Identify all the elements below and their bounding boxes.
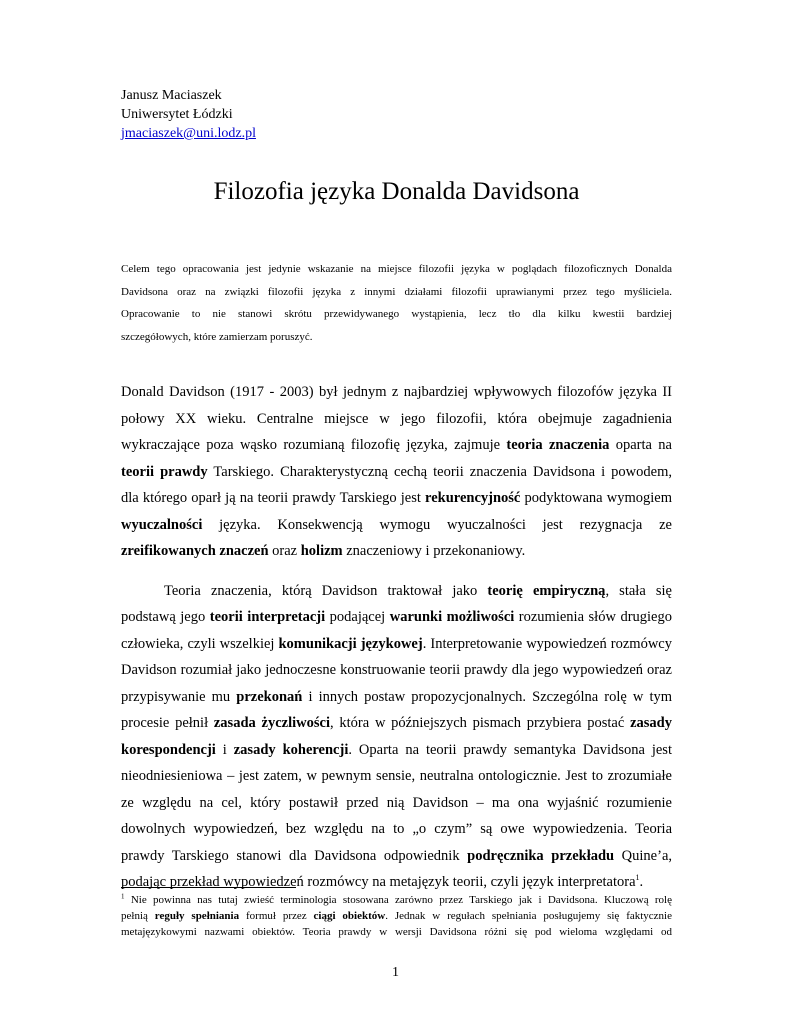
page-number: 1	[392, 965, 399, 980]
paragraph-line	[121, 710, 672, 737]
abstract-line	[121, 258, 672, 281]
paragraph-line	[121, 684, 672, 711]
abstract-line	[121, 281, 672, 304]
text-run: dla którego oparł ją na teorii prawdy Tarskiego jest	[121, 490, 426, 506]
text-run: , która w późniejszych pismach przybiera postać	[329, 715, 631, 731]
bold-term: teorię empiryczną	[487, 582, 606, 599]
bold-term: warunki możliwości	[389, 609, 515, 625]
bold-term: komunikacji językowej	[278, 635, 423, 652]
paragraph-line	[121, 790, 672, 817]
author-affiliation: Uniwersytet Łódzki	[121, 107, 233, 122]
bold-term: teoria znaczenia	[506, 437, 610, 453]
bold-term: przekonań	[236, 688, 303, 705]
footnote-line	[121, 924, 672, 940]
text-run: Donald Davidson (1917 - 2003) był jednym z najbardziej wpływowych filozofów języka II	[121, 384, 672, 400]
text-run: oraz	[268, 543, 301, 559]
text-run: pełnią	[121, 910, 155, 922]
abstract	[121, 258, 672, 348]
text-run: wykraczające poza wąsko rozumianą filozofię języka, zajmuje	[121, 437, 507, 453]
text-run: formuł przez	[239, 910, 314, 922]
text-run: Celem tego opracowania jest jedynie wskazanie na miejsce filozofii języka w poglądach filozoficznych Donalda	[121, 263, 672, 275]
author-email-link[interactable]: jmaciaszek@uni.lodz.pl	[121, 126, 256, 141]
text-run: Teoria znaczenia, którą Davidson traktował jako	[164, 582, 488, 599]
paragraph-line	[121, 763, 672, 790]
bold-term: holizm	[300, 543, 343, 559]
author-name: Janusz Maciaszek	[121, 88, 222, 103]
text-run: podyktowana wymogiem	[520, 490, 672, 506]
text-run: Nie powinna nas tutaj zwieść terminologia stosowana zarówno przez Tarskiego jak i Davidsona. Kluczową rolę	[124, 894, 672, 906]
body-text	[121, 379, 672, 896]
footnote-line	[121, 892, 672, 908]
paragraph-line	[121, 406, 672, 433]
text-run: . Interpretowanie wypowiedzeń rozmówcy	[422, 635, 672, 652]
text-run: ze względu na cel, który postawił przed nią Davidson – ma ona wyjaśnić rozumienie	[121, 794, 672, 811]
text-run: dowolnych wypowiedzeń, bez względu na to „o czym” są owe wypowiedzenia. Teoria	[121, 821, 672, 837]
text-run: i	[215, 741, 234, 758]
text-run: przypisywanie mu	[121, 688, 237, 705]
text-run: języka. Konsekwencją wymogu wyuczalności jest rezygnacja ze	[202, 516, 672, 533]
text-run: rozumienia słów drugiego	[514, 609, 672, 625]
footnote-mark: 1	[121, 892, 125, 901]
text-run: Davidson rozumiał jako jednoczesne konstruowanie teorii prawdy dla jego wypowiedzeń oraz	[121, 662, 672, 678]
text-run: Quine’a,	[614, 847, 673, 864]
text-run: i innych postaw propozycjonalnych. Szczególna rolę w tym	[302, 688, 673, 705]
text-run: połowy XX wieku. Centralne miejsce w jego filozofii, która obejmuje zagadnienia	[121, 410, 672, 427]
paragraph-line	[121, 843, 672, 870]
text-run: .	[639, 874, 644, 890]
paragraph-line	[121, 459, 672, 486]
text-run: znaczeniowy i przekonaniowy.	[342, 543, 526, 559]
paragraph-line	[121, 657, 672, 684]
bold-term: zasada życzliwości	[213, 715, 330, 731]
bold-term: zasady koherencji	[233, 741, 349, 758]
text-run: Davidsona oraz na związki filozofii języka z innymi działami filozofii uprawianymi przez tego myśliciela.	[121, 285, 672, 298]
bold-term: wyuczalności	[121, 516, 203, 533]
bold-term: rekurencyjność	[425, 490, 521, 506]
text-run: . Oparta na teorii prawdy semantyka Davidsona jest	[348, 741, 672, 758]
paragraph-line	[121, 631, 672, 658]
bold-term: zreifikowanych znaczeń	[121, 543, 269, 559]
text-run: Tarskiego. Charakterystyczną cechą teorii znaczenia Davidsona i powodem,	[207, 463, 672, 480]
author-block	[121, 86, 256, 143]
text-run: prawdy Tarskiego stanowi dla Davidsona odpowiednik	[121, 847, 468, 864]
text-run: nieodniesieniowa – jest zatem, w pewnym sensie, neutralna ontologicznie. Jest to zrozumiałe	[121, 768, 672, 784]
text-run: podstawą jego	[121, 609, 210, 625]
paragraph-line	[121, 512, 672, 539]
paragraph-line	[121, 578, 672, 605]
text-run: metajęzykowymi nazwami obiektów. Teoria prawdy w wersji Davidsona różni się pod wieloma względami od	[121, 926, 672, 938]
footnote	[121, 892, 672, 940]
paragraph-line	[121, 538, 672, 565]
paragraph-line	[121, 816, 672, 843]
text-run: procesie pełnił	[121, 715, 214, 731]
bold-term: teorii prawdy	[121, 463, 208, 480]
paragraph-line	[121, 379, 672, 406]
text-run: człowieka, czyli wszelkiej	[121, 635, 279, 652]
footnote-reference: 1	[635, 873, 640, 883]
abstract-line	[121, 326, 672, 349]
text-run: oparta na	[609, 437, 672, 453]
bold-term: zasady	[630, 715, 672, 731]
text-run: szczegółowych, które zamierzam poruszyć.	[121, 330, 313, 343]
text-run: . Jednak w regułach spełniania posługujemy się faktycznie	[385, 910, 672, 922]
document-title: Filozofia języka Donalda Davidsona	[213, 178, 580, 205]
bold-term: podręcznika przekładu	[467, 847, 615, 864]
text-run: podającej	[325, 609, 390, 625]
text-run: , stała się	[605, 582, 672, 599]
paragraph-line	[121, 485, 672, 512]
bold-term: teorii interpretacji	[209, 609, 326, 625]
bold-term: reguły spełniania	[154, 910, 240, 922]
paragraph-line	[121, 604, 672, 631]
text-run: Opracowanie to nie stanowi skrótu przewidywanego wystąpienia, lecz tło dla kilku kwestii bardziej	[121, 308, 672, 320]
paragraph-line	[121, 432, 672, 459]
bold-term: korespondencji	[121, 741, 216, 758]
footnote-separator	[121, 887, 296, 888]
abstract-line	[121, 303, 672, 326]
text-run: podając przekład wypowiedzeń rozmówcy na metajęzyk teorii, czyli język interpretatora	[121, 874, 636, 890]
paragraph-line	[121, 737, 672, 764]
footnote-line	[121, 908, 672, 924]
bold-term: ciągi obiektów	[313, 910, 386, 922]
